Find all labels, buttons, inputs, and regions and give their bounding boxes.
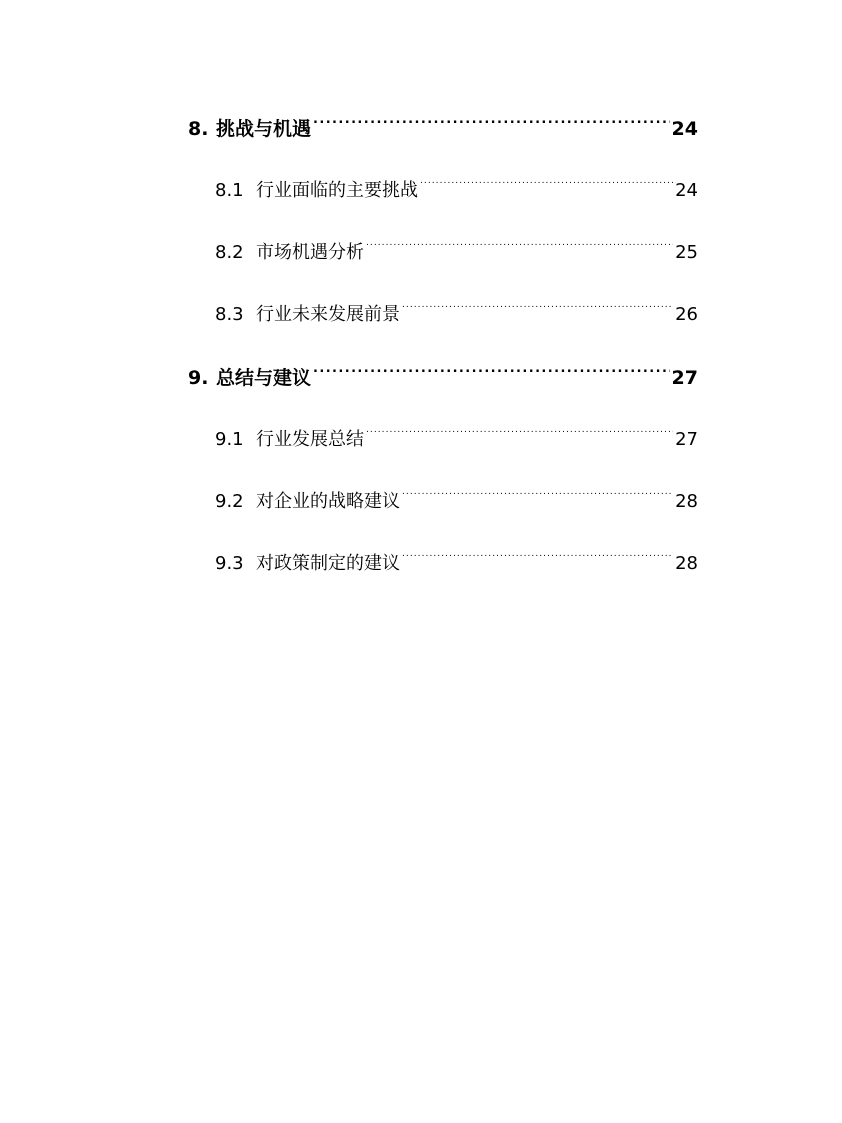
toc-dot-leader <box>402 302 673 320</box>
toc-entry-number: 8. <box>188 118 209 140</box>
toc-entry-8-1[interactable] <box>215 176 698 206</box>
toc-entry-number: 8.2 <box>215 242 244 263</box>
toc-entry-9[interactable] <box>188 363 698 393</box>
toc-entry-8-3[interactable] <box>215 300 698 330</box>
toc-entry-number: 9. <box>188 367 209 389</box>
toc-entry-title: 对政策制定的建议 <box>256 553 400 574</box>
toc-dot-leader <box>366 240 673 258</box>
toc-entry-title: 市场机遇分析 <box>256 242 364 263</box>
toc-entry-page: 28 <box>675 491 698 512</box>
toc-dot-leader <box>402 551 673 569</box>
toc-entry-page: 24 <box>675 180 698 201</box>
toc-dot-leader <box>420 178 673 196</box>
toc-entry-page: 26 <box>675 304 698 325</box>
toc-entry-page: 24 <box>671 118 698 140</box>
toc-entry-page: 28 <box>675 553 698 574</box>
toc-entry-title: 行业面临的主要挑战 <box>256 180 418 201</box>
toc-entry-number: 8.3 <box>215 304 244 325</box>
toc-entry-page: 27 <box>671 367 698 389</box>
toc-entry-9-2[interactable] <box>215 487 698 517</box>
toc-entry-number: 8.1 <box>215 180 244 201</box>
toc-entry-8-2[interactable] <box>215 238 698 268</box>
toc-entry-title: 行业未来发展前景 <box>256 304 400 325</box>
toc-entry-9-3[interactable] <box>215 549 698 579</box>
toc-entry-9-1[interactable] <box>215 425 698 455</box>
toc-entry-number: 9.2 <box>215 491 244 512</box>
toc-entry-number: 9.3 <box>215 553 244 574</box>
toc-entry-number: 9.1 <box>215 429 244 450</box>
toc-entry-8[interactable] <box>188 114 698 144</box>
toc-entry-page: 27 <box>675 429 698 450</box>
toc-entry-title: 挑战与机遇 <box>216 118 312 140</box>
toc-dot-leader <box>402 489 673 507</box>
toc-entry-page: 25 <box>675 242 698 263</box>
toc-entry-title: 行业发展总结 <box>256 429 364 450</box>
toc-entry-title: 对企业的战略建议 <box>256 491 400 512</box>
toc-dot-leader <box>313 116 670 135</box>
toc-dot-leader <box>366 427 673 445</box>
toc-entry-title: 总结与建议 <box>216 367 312 389</box>
toc-dot-leader <box>313 365 670 384</box>
